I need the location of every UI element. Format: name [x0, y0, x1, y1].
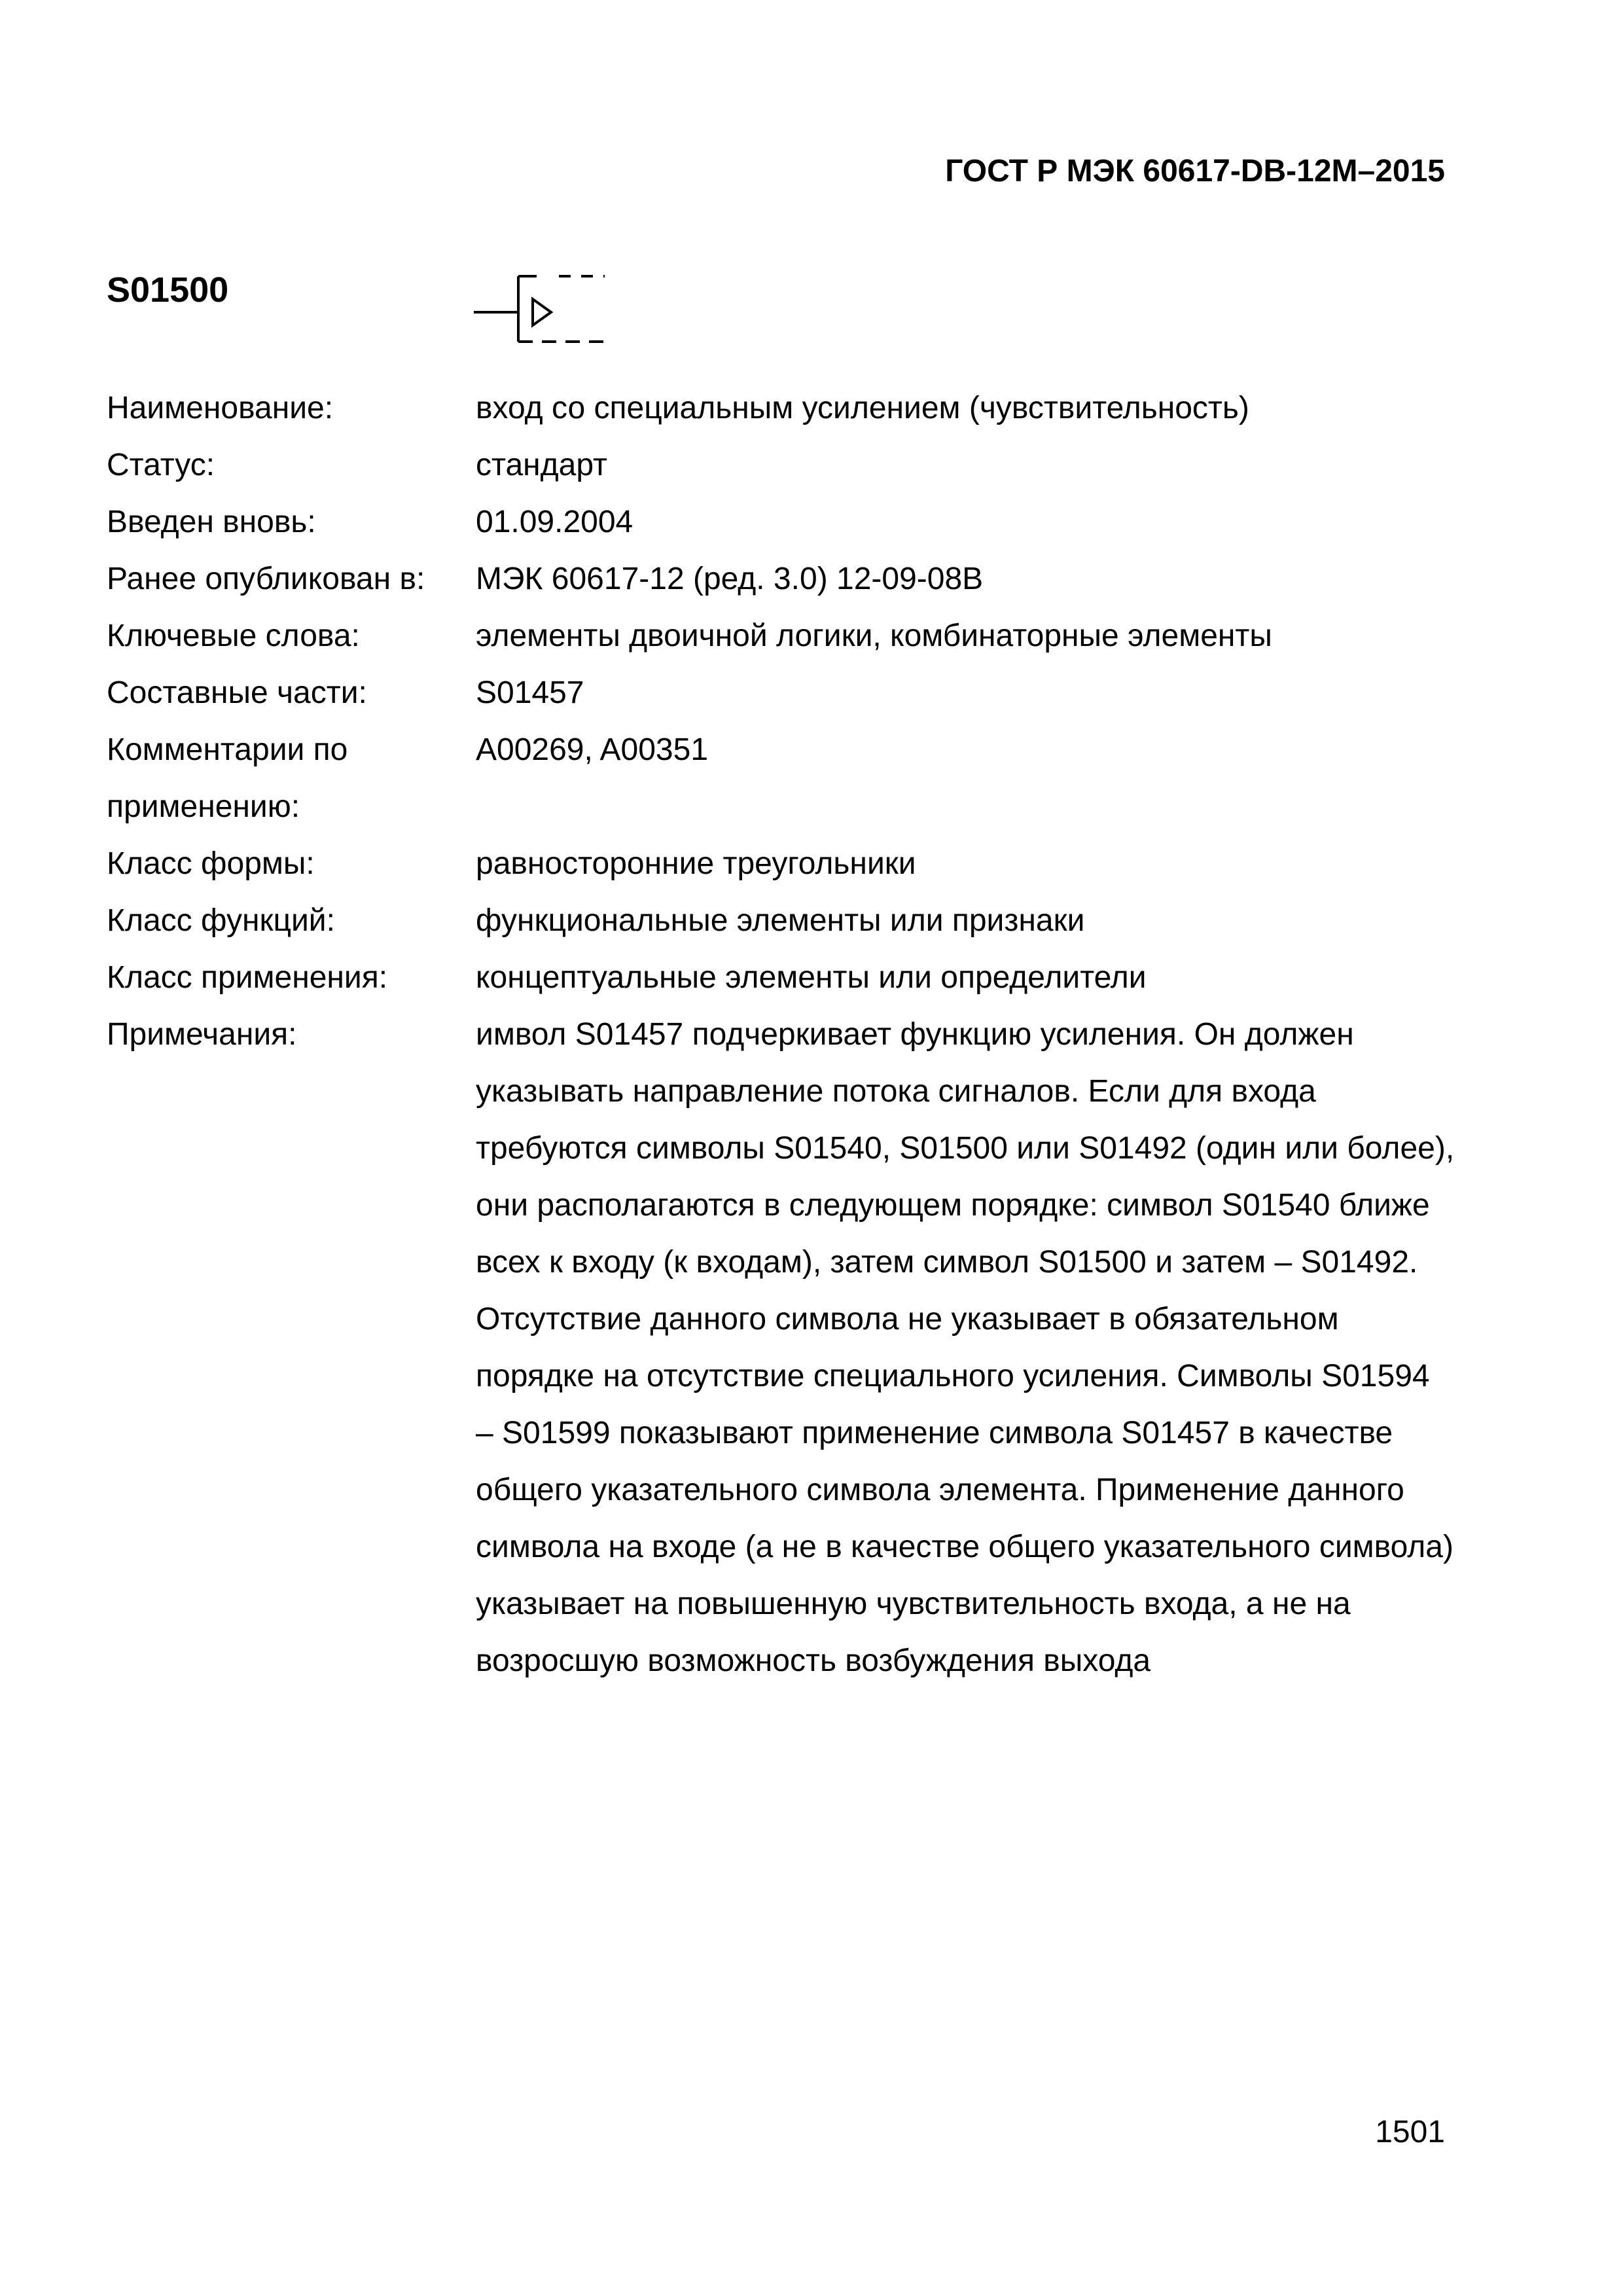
field-row — [107, 721, 1455, 835]
field-row — [107, 550, 1455, 607]
field-value: равносторонние треугольники — [476, 846, 916, 881]
special-amplification-input-symbol-icon — [474, 271, 611, 348]
field-value: стандарт — [476, 448, 607, 482]
field-label: Статус: — [107, 448, 215, 482]
page-number: 1501 — [1375, 2115, 1445, 2149]
field-value: имвол S01457 подчеркивает функцию усиления. Он должен указывать направление потока сигналов. Если для входа требуются символы S01540, S01500 или S01492 (один или более), они располагаются в следующем порядке: символ S01540 ближе всех к входу (к входам), затем символ S01500 и затем – S01492. Отсутствие данного символа не указывает в обязательном порядке на отсутствие специального усиления. Символы S01594 – S01599 показывают применение символа S01457 в качестве общего указательного символа элемента. Применение данного символа на входе (а не в качестве общего указательного символа) указывает на повышенную чувствительность входа, а не на возросшую возможность возбуждения выхода — [476, 1017, 1455, 1678]
field-value: элементы двоичной логики, комбинаторные элементы — [476, 619, 1272, 653]
field-label: Введен вновь: — [107, 505, 316, 539]
field-row — [107, 892, 1455, 949]
field-row — [107, 493, 1455, 550]
field-label: Примечания: — [107, 1017, 297, 1052]
field-label: Ранее опубликован в: — [107, 562, 425, 596]
field-label: Класс формы: — [107, 846, 315, 881]
field-label: Ключевые слова: — [107, 619, 360, 653]
field-value: вход со специальным усилением (чувствительность) — [476, 391, 1249, 425]
field-value: A00269, A00351 — [476, 732, 709, 767]
field-label: Наименование: — [107, 391, 334, 425]
field-value: 01.09.2004 — [476, 505, 633, 539]
field-row — [107, 607, 1455, 664]
field-row — [107, 380, 1455, 437]
field-row — [107, 949, 1455, 1006]
field-value: функциональные элементы или признаки — [476, 903, 1085, 938]
field-value: МЭК 60617-12 (ред. 3.0) 12-09-08B — [476, 562, 984, 596]
field-value: S01457 — [476, 675, 584, 710]
symbol-code: S01500 — [107, 270, 229, 310]
field-row — [107, 437, 1455, 493]
field-label: Комментарии по применению: — [107, 732, 348, 824]
field-value: концептуальные элементы или определители — [476, 960, 1147, 995]
field-label: Класс применения: — [107, 960, 388, 995]
field-label: Составные части: — [107, 675, 367, 710]
field-row — [107, 1006, 1455, 1689]
field-list — [107, 380, 1455, 1689]
field-row — [107, 835, 1455, 892]
field-row — [107, 664, 1455, 721]
document-header: ГОСТ Р МЭК 60617-DB-12M–2015 — [945, 154, 1445, 188]
field-label: Класс функций: — [107, 903, 335, 938]
